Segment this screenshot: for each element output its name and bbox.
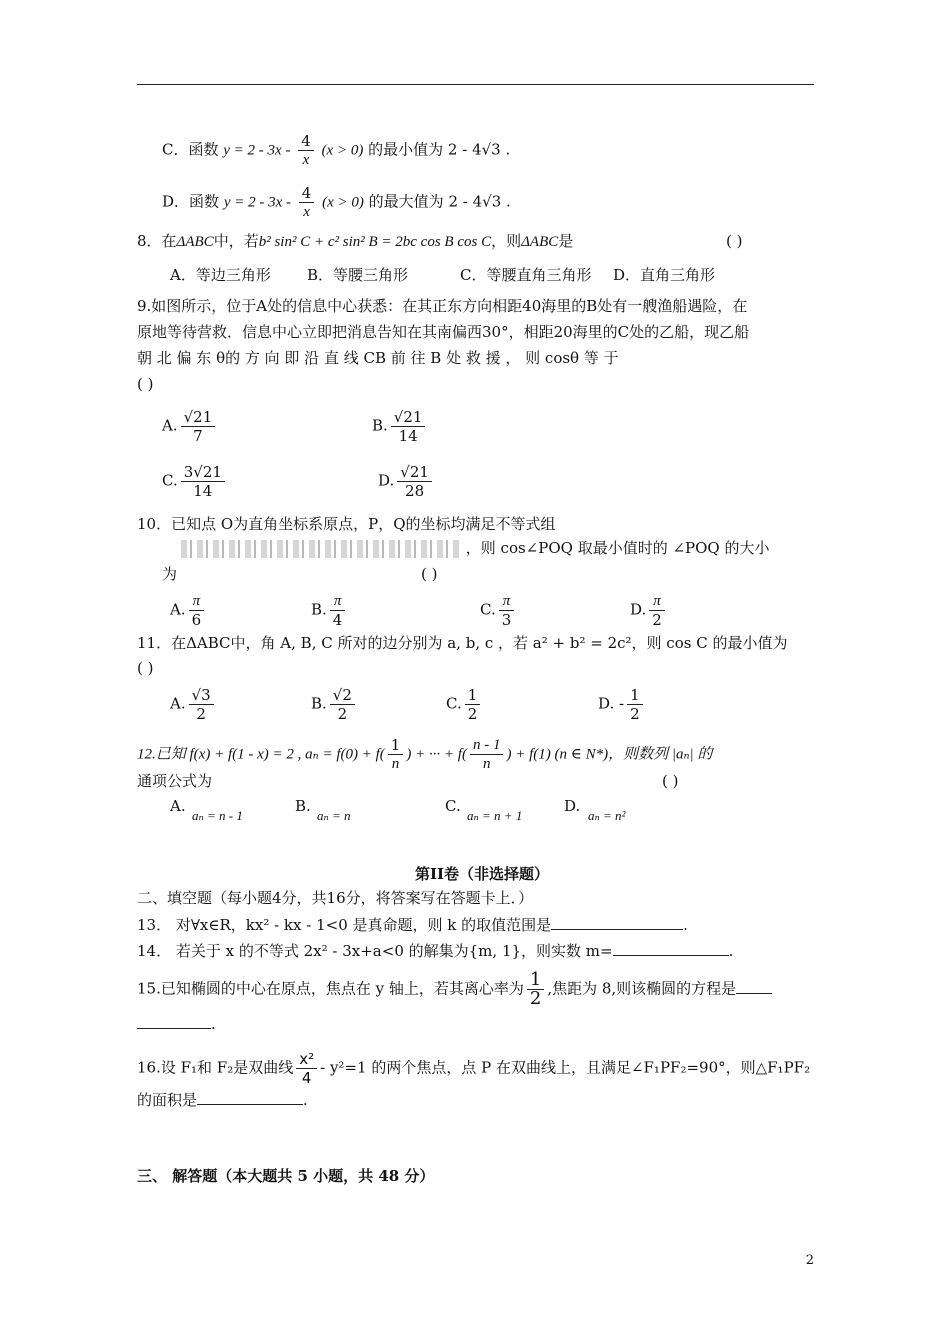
part3-title: 三、 解答题（本大题共 5 小题，共 48 分） bbox=[137, 1167, 435, 1185]
q14-answer-blank[interactable] bbox=[613, 941, 729, 956]
q9-line-1: 9.如图所示，位于A处的信息中心获悉：在其正东方向相距40海里的B处有一艘渔船遇险，在 bbox=[137, 297, 748, 315]
q12-line-1: 12.已知 f(x) + f(1 - x) = 2 , aₙ = f(0) + f( $\frac{1}{n}$ ) + ··· + f( $\frac{n - 1}{n}$ ) + f(1) (n ∈ N*)，则数列 |aₙ| 的 bbox=[137, 736, 713, 772]
q9-option-a: A. $\frac{√21}{7}$ bbox=[162, 408, 218, 445]
header-rule bbox=[137, 84, 814, 85]
q12-option-c: C. bbox=[445, 797, 461, 815]
q12-option-d: D. bbox=[564, 797, 581, 815]
q10-line-1: 10．已知点 O为直角坐标系原点，P，Q的坐标均满足不等式组 bbox=[137, 515, 556, 533]
q13: 13． 对∀x∈R，kx² - kx - 1<0 是真命题，则 k 的取值范围是 . bbox=[137, 916, 688, 934]
q8-option-b: B．等腰三角形 bbox=[307, 266, 409, 284]
q9-line-2: 原地等待营救．信息中心立即把消息告知在其南偏西30°，相距20海里的C处的乙船，现乙船 bbox=[137, 323, 750, 341]
q11-paren: ( ) bbox=[137, 659, 154, 677]
q9-line-3: 朝 北 偏 东 θ的 方 向 即 沿 直 线 CB 前 往 B 处 救 援 ， 则 cosθ 等 于 bbox=[137, 349, 619, 367]
inequality-system-image bbox=[181, 540, 461, 558]
q9-option-d: D. $\frac{√21}{28}$ bbox=[378, 463, 435, 500]
q15-answer-blank-2[interactable] bbox=[137, 1014, 211, 1029]
q15: 15.已知椭圆的中心在原点，焦点在 y 轴上，若其离心率为 $\frac{1}{2}$ ,焦距为 8,则该椭圆的方程是 bbox=[137, 971, 772, 1008]
q12-option-a: A. bbox=[170, 797, 186, 815]
q12-answer-a: aₙ = n - 1 bbox=[192, 808, 243, 823]
q12-answer-d: aₙ = n² bbox=[588, 808, 626, 823]
q8-paren: ( ) bbox=[726, 232, 743, 250]
q10-option-c: C. $\frac{\pi}{3}$ bbox=[480, 592, 517, 629]
q12-line-2: 通项公式为 bbox=[137, 772, 213, 790]
q16-continued: 的面积是 . bbox=[137, 1091, 308, 1109]
q11-option-b: B. $\frac{√2}{2}$ bbox=[311, 686, 358, 723]
q8-option-a: A．等边三角形 bbox=[170, 266, 271, 284]
q14: 14． 若关于 x 的不等式 2x² - 3x+a<0 的解集为{m, 1}，则实数 m= . bbox=[137, 942, 734, 960]
q7-option-d: D．函数 y = 2 - 3x - $\frac{4}{x}$ (x > 0) 的最大值为 2 - 4√3 . bbox=[162, 184, 511, 220]
q10-line-2: ，则 cos∠POQ 取最小值时的 ∠POQ 的大小 bbox=[181, 538, 770, 558]
q10-option-b: B. $\frac{\pi}{4}$ bbox=[311, 592, 348, 629]
q9-paren: ( ) bbox=[137, 375, 154, 393]
q11-option-a: A. $\frac{√3}{2}$ bbox=[170, 686, 217, 723]
q12-answer-c: aₙ = n + 1 bbox=[467, 808, 523, 823]
q12-option-b: B. bbox=[295, 797, 311, 815]
fill-blank-heading: 二、填空题（每小题4分，共16分，将答案写在答题卡上．） bbox=[137, 889, 534, 907]
q9-option-b: B. $\frac{√21}{14}$ bbox=[372, 408, 428, 445]
q16-answer-blank[interactable] bbox=[197, 1090, 303, 1105]
q10-option-a: A. $\frac{\pi}{6}$ bbox=[170, 592, 207, 629]
q11-option-d: D. - $\frac{1}{2}$ bbox=[598, 686, 646, 723]
q15-answer-blank-1[interactable] bbox=[736, 979, 772, 994]
q11-line-1: 11．在ΔABC中，角 A, B, C 所对的边分别为 a, b, c ，若 a² + b² = 2c²，则 cos C 的最小值为 bbox=[137, 634, 788, 652]
q12-paren: ( ) bbox=[662, 772, 679, 790]
q11-option-c: C. $\frac{1}{2}$ bbox=[446, 686, 483, 723]
q8-option-c: C．等腰直角三角形 bbox=[460, 266, 592, 284]
page-number: 2 bbox=[805, 1253, 814, 1268]
q10-line-3: 为 bbox=[162, 565, 178, 583]
q10-option-d: D. $\frac{\pi}{2}$ bbox=[630, 592, 668, 629]
q7-option-c: C．函数 y = 2 - 3x - $\frac{4}{x}$ (x > 0) 的最小值为 2 - 4√3 . bbox=[162, 132, 511, 168]
q8-stem: 8．在ΔABC中，若b² sin² C + c² sin² B = 2bc cos B cos C，则ΔABC是 bbox=[137, 232, 574, 250]
q16: 16.设 F₁和 F₂是双曲线 $\frac{\text{x²}}{4}$ - y²=1 的两个焦点，点 P 在双曲线上，且满足∠F₁PF₂=90°，则△F₁PF₂ bbox=[137, 1050, 811, 1087]
q12-answer-b: aₙ = n bbox=[317, 808, 351, 823]
q10-paren: ( ) bbox=[421, 565, 438, 583]
part2-title: 第II卷（非选择题） bbox=[415, 865, 550, 883]
q13-answer-blank[interactable] bbox=[551, 915, 683, 930]
q9-option-c: C. $\frac{3√21}{14}$ bbox=[162, 463, 228, 500]
q8-option-d: D．直角三角形 bbox=[613, 266, 716, 284]
q15-continued: . bbox=[137, 1014, 216, 1034]
